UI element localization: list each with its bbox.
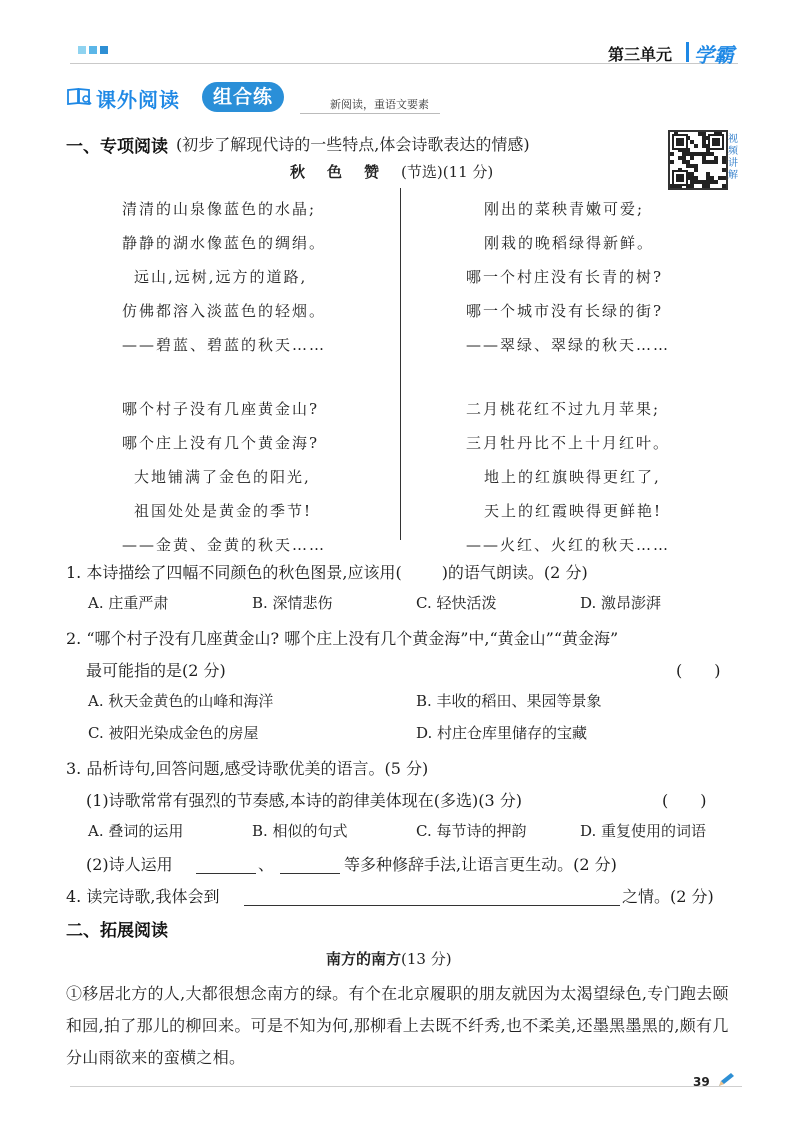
poem-title-text: 秋色赞 — [290, 163, 402, 181]
question-3: 3. 品析诗句,回答问题,感受诗歌优美的语言。(5 分) — [66, 759, 429, 778]
answer-blank[interactable] — [280, 872, 340, 874]
question-3-part2-a: (2)诗人运用 — [86, 855, 173, 874]
section1-note: (初步了解现代诗的一些特点,体会诗歌表达的情感) — [176, 135, 530, 154]
q2-option-c: C. 被阳光染成金色的房屋 — [88, 724, 259, 742]
question-2-answer-paren[interactable]: ( ) — [676, 661, 721, 680]
article-paragraph: ①移居北方的人,大都很想念南方的绿。有个在北京履职的朋友就因为太渴望绿色,专门跑去颐和园,拍了那儿的柳回来。可是不知为何,那柳看上去既不纤秀,也不柔美,还墨黑墨黑的,颇有几分山雨欲来的蛮横之相。 — [66, 984, 729, 1067]
q2-option-b: B. 丰收的稻田、果园等景象 — [416, 692, 602, 710]
question-1-stem-a: 1. 本诗描绘了四幅不同颜色的秋色图景,应该用( — [66, 563, 402, 582]
footer-rule — [70, 1086, 742, 1087]
poem-line: 哪个庄上没有几个黄金海? — [122, 434, 320, 452]
section-banner-title: 课外阅读 — [96, 88, 180, 112]
poem-title — [290, 161, 493, 182]
qr-code-icon[interactable] — [668, 130, 728, 190]
unit-label: 第三单元 — [608, 45, 673, 64]
question-3-part1: (1)诗歌常常有强烈的节奏感,本诗的韵律美体现在(多选)(3 分) — [86, 791, 522, 810]
section1-title: 一、专项阅读 — [66, 137, 168, 157]
decor-square — [100, 46, 108, 54]
poem-line: 二月桃花红不过九月苹果; — [466, 400, 661, 418]
q2-option-d: D. 村庄仓库里储存的宝藏 — [416, 724, 588, 742]
header-separator — [686, 42, 689, 62]
page-number: 39 — [693, 1075, 710, 1089]
poem-line: 哪一个城市没有长绿的街? — [466, 302, 664, 320]
poem-line: 大地铺满了金色的阳光, — [134, 468, 311, 486]
question-1 — [66, 560, 588, 583]
poem-line: 仿佛都溶入淡蓝色的轻烟。 — [122, 302, 327, 320]
question-3-part2-b: 等多种修辞手法,让语言更生动。(2 分) — [344, 855, 617, 874]
decor-square — [78, 46, 86, 54]
poem-line: 刚出的菜秧青嫩可爱; — [484, 200, 645, 218]
question-4-a: 4. 读完诗歌,我体会到 — [66, 887, 220, 906]
poem-title-suffix: (节选)(11 分) — [401, 163, 494, 181]
poem-line: ——金黄、金黄的秋天…… — [122, 536, 327, 554]
poem-line: 祖国处处是黄金的季节! — [134, 502, 313, 520]
poem-line: 远山,远树,远方的道路, — [134, 268, 308, 286]
q3-option-a: A. 叠词的运用 — [88, 822, 184, 840]
article-title-text: 南方的南方 — [326, 950, 402, 968]
q1-option-c: C. 轻快活泼 — [416, 594, 497, 612]
question-2-line2: 最可能指的是(2 分) — [86, 661, 226, 680]
pencil-icon — [716, 1072, 736, 1088]
poem-line: 哪一个村庄没有长青的树? — [466, 268, 664, 286]
poem-line: 三月牡丹比不上十月红叶。 — [466, 434, 671, 452]
q2-option-a: A. 秋天金黄色的山峰和海洋 — [88, 692, 274, 710]
section-banner-pill: 组合练 — [202, 82, 284, 112]
poem-line: 刚栽的晚稻绿得新鲜。 — [484, 234, 655, 252]
poem-line: ——翠绿、翠绿的秋天…… — [466, 336, 671, 354]
q1-option-b: B. 深情悲伤 — [252, 594, 333, 612]
question-1-stem-b: )的语气朗读。(2 分) — [441, 563, 588, 582]
question-3-part2-sep: 、 — [258, 855, 275, 874]
video-explanation-label[interactable]: 视频讲解 — [728, 134, 738, 181]
poem-line: 哪个村子没有几座黄金山? — [122, 400, 320, 418]
q1-option-a: A. 庄重严肃 — [88, 594, 169, 612]
decor-square — [89, 46, 97, 54]
question-4-b: 之情。(2 分) — [622, 887, 714, 906]
section2-title: 二、拓展阅读 — [66, 921, 168, 941]
poem-line: 地上的红旗映得更红了, — [484, 468, 661, 486]
header-decoration — [78, 46, 108, 54]
q3-option-c: C. 每节诗的押韵 — [416, 822, 527, 840]
question-2-line1: 2. “哪个村子没有几座黄金山? 哪个庄上没有几个黄金海”中,“黄金山”“黄金海” — [66, 629, 619, 648]
article-score: (13 分) — [401, 950, 452, 968]
poem-line: ——碧蓝、碧蓝的秋天…… — [122, 336, 327, 354]
poem-line: 静静的湖水像蓝色的绸绢。 — [122, 234, 327, 252]
banner-underline — [300, 113, 440, 114]
brand-logo: 学霸 — [694, 43, 734, 67]
q3-option-d: D. 重复使用的词语 — [580, 822, 707, 840]
article-title — [326, 948, 452, 969]
q1-option-d: D. 激昂澎湃 — [580, 594, 662, 612]
book-icon — [66, 86, 92, 106]
question-3-answer-paren[interactable]: ( ) — [662, 791, 707, 810]
poem-line: 天上的红霞映得更鲜艳! — [484, 502, 663, 520]
answer-blank[interactable] — [196, 872, 256, 874]
poem-line: 清清的山泉像蓝色的水晶; — [122, 200, 317, 218]
poem-line: ——火红、火红的秋天…… — [466, 536, 671, 554]
poem-divider — [400, 188, 401, 540]
q3-option-b: B. 相似的句式 — [252, 822, 348, 840]
answer-blank[interactable] — [244, 904, 620, 906]
section-banner-subtitle: 新阅读，重语文要素 — [330, 98, 429, 111]
